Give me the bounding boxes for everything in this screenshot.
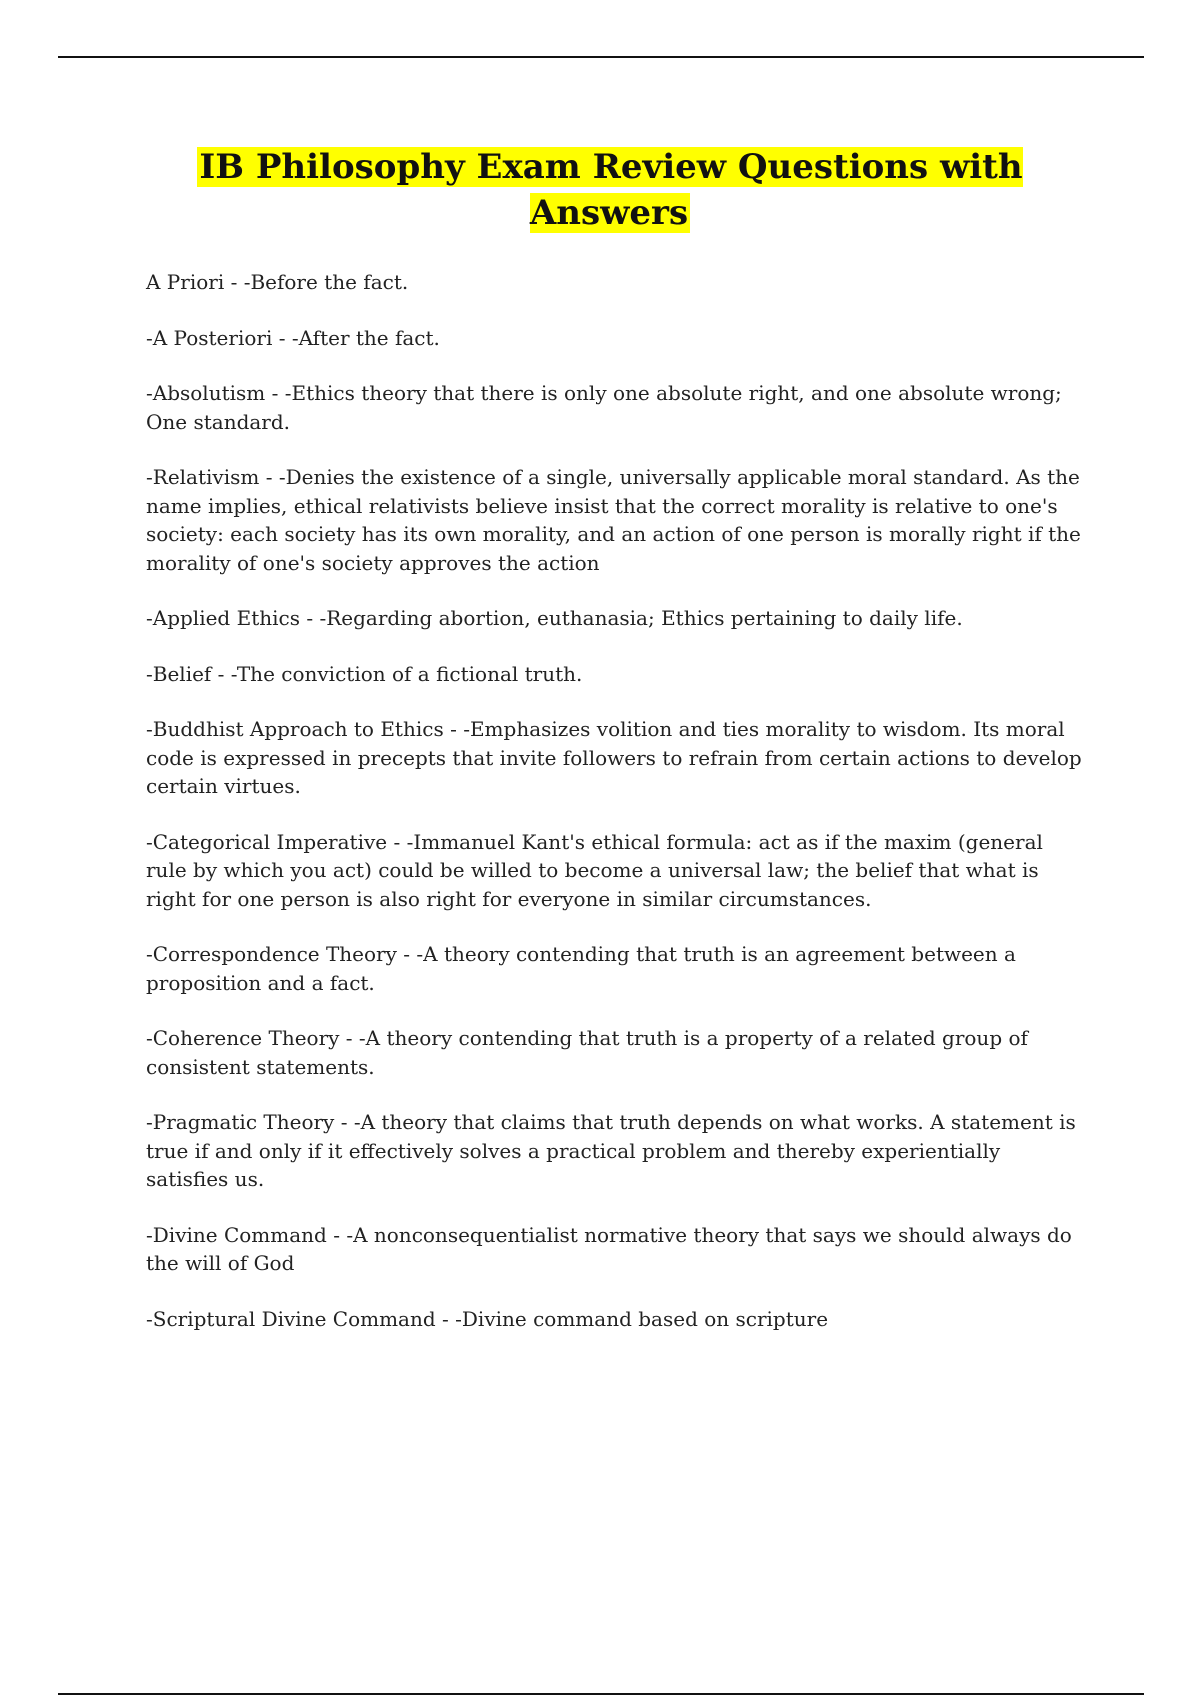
top-rule — [58, 56, 1144, 58]
entry-definition: -After the fact. — [291, 325, 440, 350]
entry-term: -Belief - — [146, 661, 225, 686]
entry — [146, 463, 1086, 577]
entry-term: -Relativism - — [146, 465, 273, 489]
entry-definition: -Immanuel Kant's ethical formula: act as if the maxim (general rule by which you act) could be willed to become a universal law; the belief that what is right for one person is also right for everyone in similar circumstances. — [146, 829, 1043, 911]
entry — [146, 324, 1086, 353]
entry — [146, 604, 1086, 633]
entry-definition: -A theory contending that truth is an agreement between a proposition and a fact. — [146, 942, 1016, 995]
entry-definition: -A theory that claims that truth depends on what works. A statement is true if and only if it effectively solves a practical problem and thereby experientially satisfies us. — [146, 1110, 1076, 1191]
entry-definition: -Before the fact. — [243, 270, 409, 294]
entry-term: -Buddhist Approach to Ethics - — [146, 717, 457, 741]
entry — [146, 660, 1086, 689]
entry — [146, 715, 1086, 801]
entry-term: -A Posteriori - — [146, 325, 286, 350]
entry-definition: -A nonconsequentialist normative theory that says we should always do the will of God — [146, 1222, 1072, 1275]
entry-term: -Pragmatic Theory - — [146, 1110, 348, 1134]
entry — [146, 1221, 1086, 1278]
bottom-rule — [58, 1693, 1144, 1695]
entry-definition: -Ethics theory that there is only one absolute right, and one absolute wrong; One standard. — [146, 381, 1062, 434]
entry-definition: -Regarding abortion, euthanasia; Ethics pertaining to daily life. — [319, 606, 963, 630]
entry-term: -Categorical Imperative - — [146, 829, 401, 854]
entry-term: -Applied Ethics - — [146, 606, 314, 630]
title-highlight: IB Philosophy Exam Review Questions with Answers — [199, 147, 1023, 233]
entry — [146, 828, 1086, 914]
entry-term: -Absolutism - — [146, 381, 279, 405]
document-title — [140, 144, 1080, 236]
entry-term: -Correspondence Theory - — [146, 942, 411, 966]
entry — [146, 1024, 1086, 1081]
entry — [146, 268, 1086, 297]
entry-term: -Divine Command - — [146, 1222, 340, 1247]
entry — [146, 1305, 1086, 1334]
entry-definition: -The conviction of a fictional truth. — [230, 661, 583, 686]
entry — [146, 1108, 1086, 1194]
entry-definition: -A theory contending that truth is a property of a related group of consistent statements. — [146, 1026, 1028, 1079]
entry-term: -Scriptural Divine Command - — [146, 1306, 449, 1331]
entry — [146, 940, 1086, 997]
entry-definition: -Divine command based on scripture — [455, 1306, 829, 1331]
entry — [146, 379, 1086, 436]
entry-term: A Priori - — [146, 270, 238, 294]
entries-list — [146, 268, 1086, 1360]
entry-definition: -Emphasizes volition and ties morality to wisdom. Its moral code is expressed in precepts that invite followers to refrain from certain actions to develop certain virtues. — [146, 717, 1082, 798]
entry-definition: -Denies the existence of a single, universally applicable moral standard. As the name implies, ethical relativists believe insist that the correct morality is relative to one's society: each society has its own morality, and an action of one person is morally right if the morality of one's society approves the action — [146, 465, 1081, 575]
entry-term: -Coherence Theory - — [146, 1026, 353, 1050]
